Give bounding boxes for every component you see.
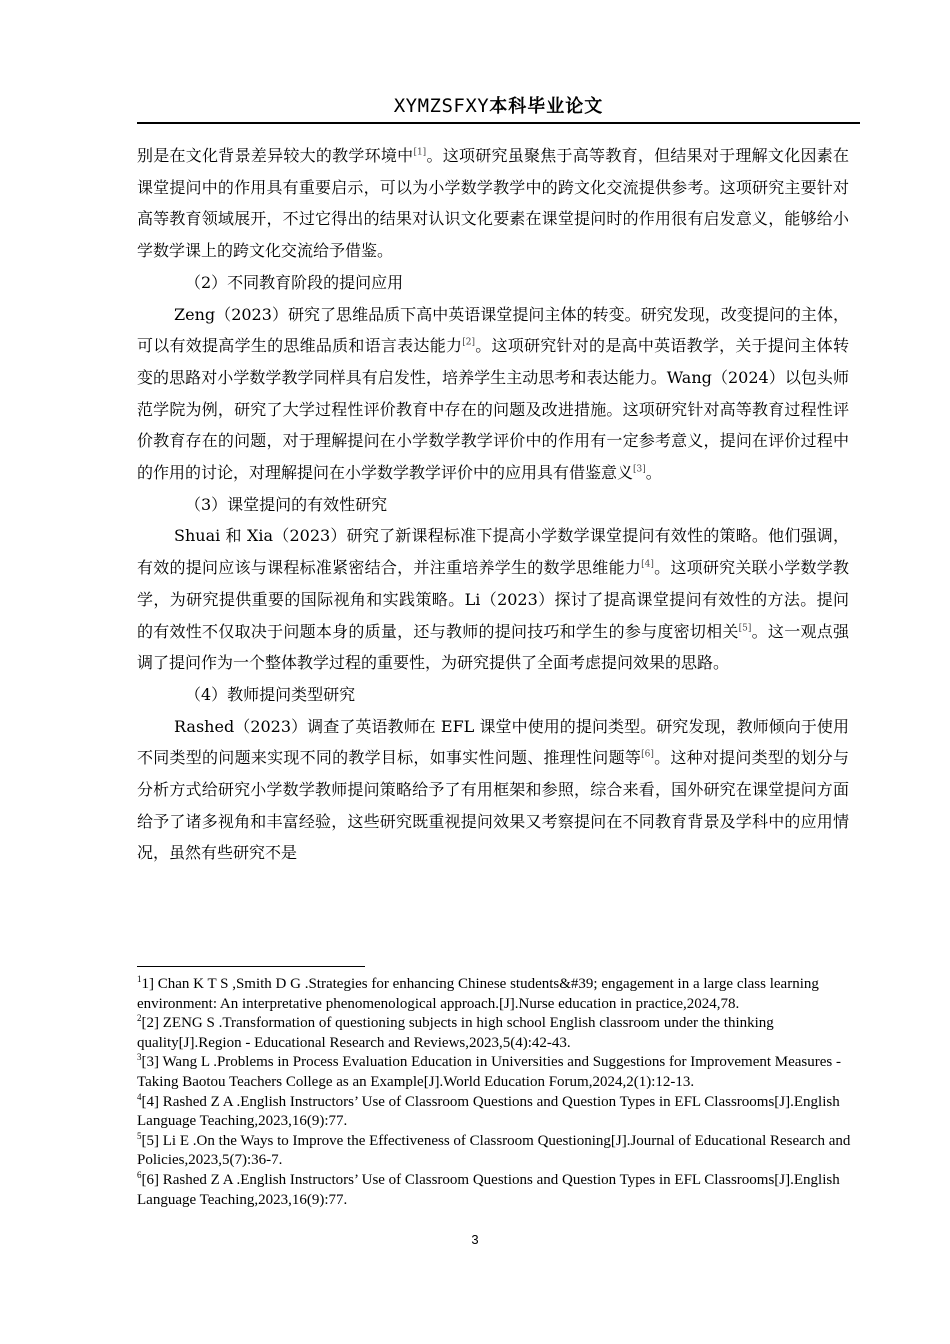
footnote-text: [2] ZENG S .Transformation of questioning subjects in high school English classroom under the thinking quality[J].Region - Educational Research and Reviews,2023,5(4):42-43. (137, 1015, 774, 1051)
header-title-latin: XYMZSFXY (393, 95, 490, 117)
footnote-mark: 1 (137, 974, 142, 984)
text-run: Shuai 和 Xia（2023）研究了新课程标准下提高小学数学课堂提问有效性的策略。他们强调，有效的提问应该与课程标准紧密结合，并注重培养学生的数学思维能力 (137, 526, 849, 578)
text-run: 。这项研究虽聚焦于高等教育，但结果对于理解文化因素在课堂提问中的作用具有重要启示，可以为小学数学教学中的跨文化交流提供参考。这项研究主要针对高等教育领域展开，不过它得出的结果对认识文化要素在课堂提问时的作用很有启发意义，能够给小学数学课上的跨文化交流给予借鉴。 (137, 146, 849, 261)
text-run: 。这种对提问类型的划分与分析方式给研究小学数学教师提问策略给予了有用框架和参照，综合来看，国外研究在课堂提问方面给予了诸多视角和丰富经验，这些研究既重视提问效果又考察提问在不同教育背景及学科中的应用情况，虽然有些研究不是 (137, 748, 849, 863)
page-header (137, 92, 860, 124)
paragraph-zeng (137, 299, 849, 489)
citation-4[interactable]: [4] (641, 559, 654, 570)
text-run: Zeng（2023）研究了思维品质下高中英语课堂提问主体的转变。研究发现，改变提问的主体，可以有效提高学生的思维品质和语言表达能力 (137, 304, 849, 356)
text-run: 别是在文化背景差异较大的教学环境中 (137, 146, 414, 165)
footnote (137, 1053, 852, 1092)
footnote-mark: 6 (137, 1169, 142, 1180)
citation-2[interactable]: [2] (462, 337, 475, 348)
footnote-mark: 4 (137, 1091, 142, 1102)
footnote-separator (137, 966, 365, 967)
citation-3[interactable]: [3] (633, 464, 646, 475)
section-heading-4: （4）教师提问类型研究 (185, 684, 356, 704)
footnote-text: [5] Li E .On the Ways to Improve the Effectiveness of Classroom Questioning[J].Journal of Educational Research and Policies,2023,5(7):36-7. (137, 1132, 851, 1169)
page-number: 3 (471, 1232, 479, 1247)
text-run: Rashed（2023）调查了英语教师在 EFL 课堂中使用的提问类型。研究发现，教师倾向于使用不同类型的问题来实现不同的教学目标，如事实性问题、推理性问题等 (137, 716, 849, 768)
footnote-mark: 3 (137, 1052, 142, 1063)
text-run: 。这一观点强调了提问作为一个整体教学过程的重要性，为研究提供了全面考虑提问效果的思路。 (137, 621, 849, 673)
footnote-mark: 2 (137, 1013, 142, 1024)
footnote (137, 1132, 852, 1171)
text-run: 。这项研究针对的是高中英语教学，关于提问主体转变的思路对小学数学教学同样具有启发性，培养学生主动思考和表达能力。Wang（2024）以包头师范学院为例，研究了大学过程性评价教育中存在的问题及改进措施。这项研究针对高等教育过程性评价教育存在的问题，对于理解提问在小学数学教学评价中的作用有一定参考意义，提问在评价过程中的作用的讨论，对理解提问在小学数学教学评价中的应用具有借鉴意义 (137, 336, 849, 483)
header-title-cn: 本科毕业论文 (489, 96, 604, 117)
citation-1[interactable]: [1] (413, 147, 427, 158)
footnote-text: [3] Wang L .Problems in Process Evaluation Education in Universities and Suggestions for Improvement Measures - Taking Baotou Teachers College as an Example[J].World Education Forum,2024,2(1):12-13. (137, 1054, 841, 1090)
footnote-mark: 5 (137, 1130, 142, 1141)
footnote (137, 1171, 852, 1210)
text-run: 。这项研究关联小学数学教学，为研究提供重要的国际视角和实践策略。Li（2023）探讨了提高课堂提问有效性的方法。提问的有效性不仅取决于问题本身的质量，还与教师的提问技巧和学生的参与度密切相关 (137, 558, 849, 641)
footnote (137, 975, 852, 1014)
section-heading-3: （3）课堂提问的有效性研究 (185, 494, 388, 514)
section-heading-2: （2）不同教育阶段的提问应用 (185, 272, 404, 292)
citation-5[interactable]: [5] (738, 623, 752, 634)
footnote-text: 1] Chan K T S ,Smith D G .Strategies for enhancing Chinese students&#39; engagement in a large class learning environment: An interpretative phenomenological approach.[J].Nurse education in practice,2024,78. (137, 976, 819, 1012)
footnote (137, 1014, 852, 1053)
footnotes (137, 975, 852, 1210)
paragraph-continuation (137, 140, 849, 267)
paragraph-shuai (137, 520, 849, 679)
footnote-text: [4] Rashed Z A .English Instructors’ Use of Classroom Questions and Question Types in EFL Classrooms[J].English Language Teaching,2023,16(9):77. (137, 1093, 840, 1130)
footnote-text: [6] Rashed Z A .English Instructors’ Use of Classroom Questions and Question Types in EFL Classrooms[J].English Language Teaching,2023,16(9):77. (137, 1171, 840, 1208)
footnote (137, 1093, 852, 1132)
paragraph-rashed (137, 711, 849, 870)
citation-6[interactable]: [6] (641, 750, 654, 761)
text-run: 。 (645, 463, 662, 483)
body-text (137, 140, 849, 869)
